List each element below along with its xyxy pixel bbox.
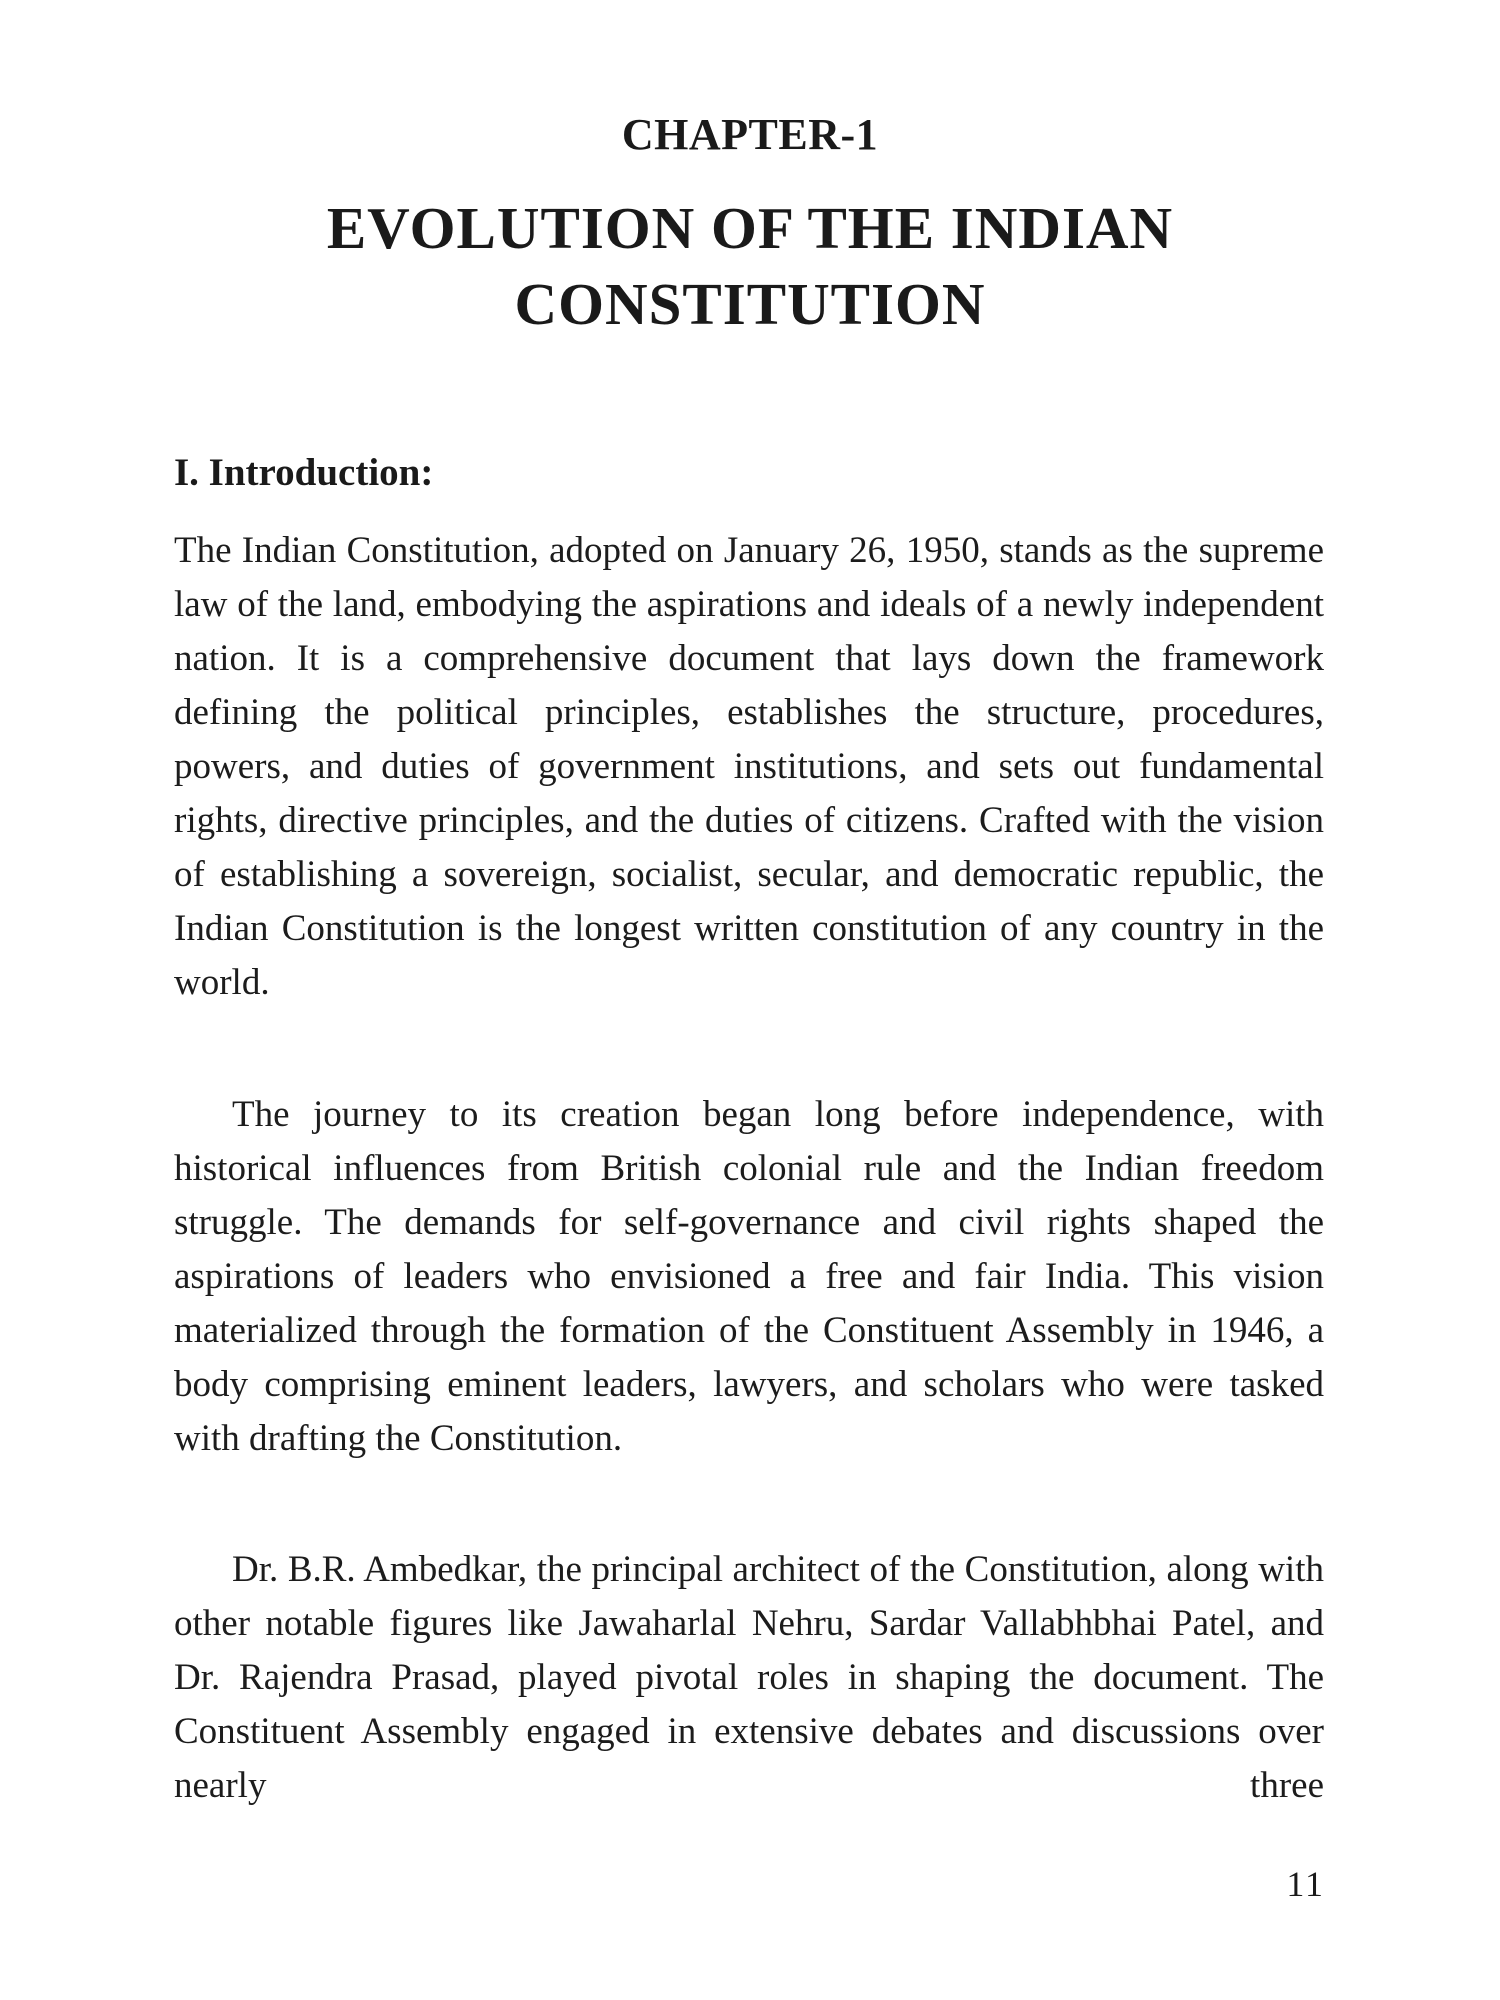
paragraph-3: Dr. B.R. Ambedkar, the principal architect of the Constitution, along with other notable figures like Jawaharlal Nehru, Sardar Vallabhbhai Patel, and Dr. Rajendra Prasad, played pivotal roles in shaping the document. The Constituent Assembly engaged in extensive debates and discussions over nearly three <box>174 1549 1324 1806</box>
paragraph-1: The Indian Constitution, adopted on January 26, 1950, stands as the supreme law of the land, embodying the aspirations and ideals of a newly independent nation. It is a comprehensive document that lays down the framework defining the political principles, establishes the structure, procedures, powers, and duties of government institutions, and sets out fundamental rights, directive principles, and the duties of citizens. Crafted with the vision of establishing a sovereign, socialist, secular, and democratic republic, the Indian Constitution is the longest written constitution of any country in the world. <box>174 530 1324 1003</box>
chapter-number: CHAPTER-1 <box>621 110 879 159</box>
paragraph-2: The journey to its creation began long before independence, with historical influences from British colonial rule and the Indian freedom struggle. The demands for self-governance and civil rights shaped the aspirations of leaders who envisioned a free and fair India. This vision materialized through the formation of the Constituent Assembly in 1946, a body comprising eminent leaders, lawyers, and scholars who were tasked with drafting the Constitution. <box>174 1094 1324 1459</box>
section-heading: I. Introduction: <box>174 451 434 494</box>
chapter-title-line-1: EVOLUTION OF THE INDIAN <box>326 195 1174 261</box>
chapter-title-line-2: CONSTITUTION <box>514 271 986 337</box>
chapter-title <box>0 190 1500 342</box>
page-number: 11 <box>1286 1864 1325 1904</box>
